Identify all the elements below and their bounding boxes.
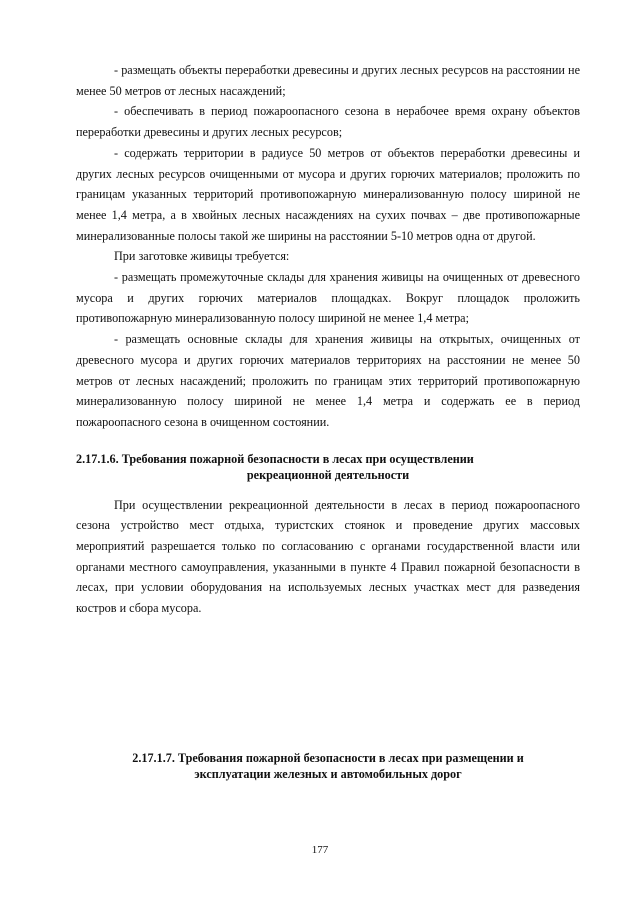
section-heading-line: эксплуатации железных и автомобильных дорог <box>194 767 462 781</box>
section-heading-line: 2.17.1.7. Требования пожарной безопасности в лесах при размещении и <box>132 751 524 765</box>
paragraph-recreational-activity: При осуществлении рекреационной деятельности в лесах в период пожароопасного сезона устройство мест отдыха, туристских стоянок и проведение других массовых мероприятий разрешается только по согласованию с органами государственной власти или органами местного самоуправления, указанными в пункте 4 Правил пожарной безопасности в лесах, при условии оборудования на используемых лесных участках мест для разведения костров и сбора мусора. <box>76 497 580 616</box>
paragraph-intermediate-warehouses: - размещать промежуточные склады для хранения живицы на очищенных от древесного мусора и других горючих материалов площадках. Вокруг площадок проложить противопожарную минерализованную полосу шириной не менее 1,4 метра; <box>76 270 580 326</box>
section-heading-recreational <box>76 451 580 483</box>
section-heading-line: 2.17.1.6. Требования пожарной безопасности в лесах при осуществлении <box>76 451 474 466</box>
page-number: 177 <box>311 844 329 856</box>
paragraph-main-warehouses: - размещать основные склады для хранения живицы на открытых, очищенных от древесного мусора и других горючих материалов территориях на расстоянии не менее 50 метров от лесных насаждений; проложить по границам этих территорий противопожарную минерализованную полосу шириной не менее 1,4 метра и содержать ее в период пожароопасного сезона в очищенном состоянии. <box>76 332 580 429</box>
section-heading-line: рекреационной деятельности <box>246 467 410 482</box>
section-heading-roads <box>76 750 580 782</box>
paragraph-resin-harvesting-intro: При заготовке живицы требуется: <box>114 249 290 264</box>
page-content <box>76 60 580 619</box>
paragraph-placement-of-processing-facilities: - размещать объекты переработки древесины и других лесных ресурсов на расстоянии не менее 50 метров от лесных насаждений; <box>76 63 580 98</box>
paragraph-territory-maintenance: - содержать территории в радиусе 50 метров от объектов переработки древесины и других лесных ресурсов очищенными от мусора и других горючих материалов; проложить по границам указанных территорий противопожарную минерализованную полосу шириной не менее 1,4 метра, а в хвойных лесных насаждениях на сухих почвах – две противопожарные минерализованные полосы такой же ширины на расстоянии 5-10 метров одна от другой. <box>76 145 580 243</box>
paragraph-guarding-facilities: - обеспечивать в период пожароопасного сезона в нерабочее время охрану объектов переработки древесины и других лесных ресурсов; <box>76 104 580 140</box>
